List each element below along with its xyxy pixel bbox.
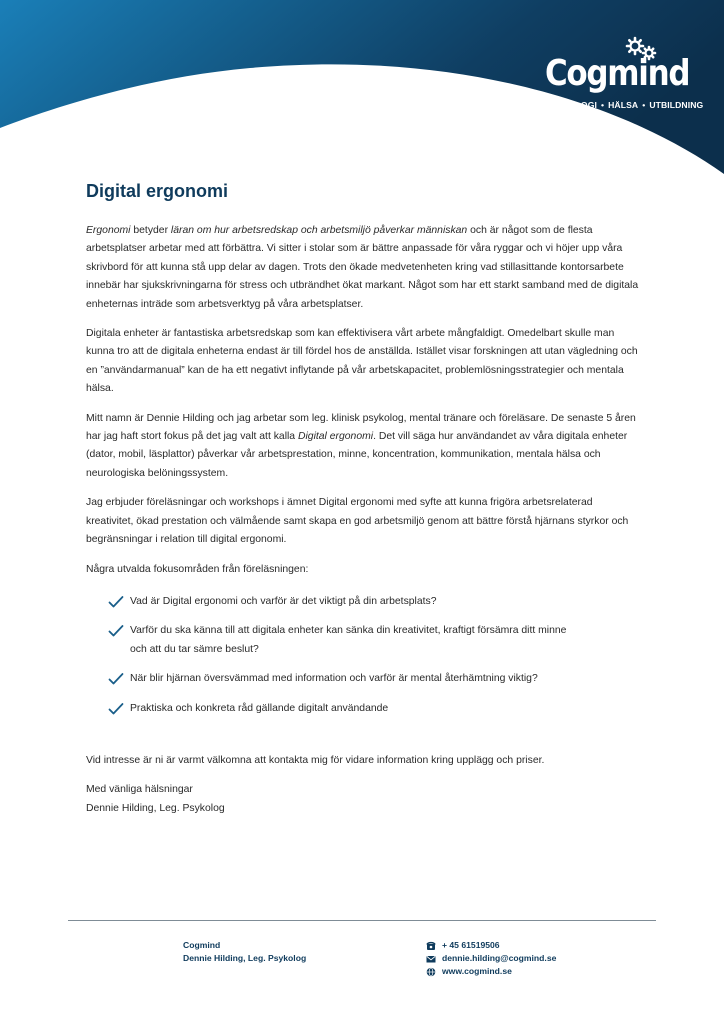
footer-company: Cogmind	[183, 940, 221, 950]
checkmark-icon	[108, 624, 124, 638]
list-item: När blir hjärnan översvämmad med information och varför är mental återhämtning viktig?	[108, 670, 588, 688]
list-item: Varför du ska känna till att digitala enheter kan sänka din kreativitet, kraftigt försämra ditt minne och att du tar sämre beslut?	[108, 622, 588, 659]
paragraph-focus-intro: Några utvalda fokusområden från föreläsningen:	[86, 563, 309, 575]
brand-logo	[545, 40, 704, 110]
document-body	[86, 178, 642, 818]
list-item: Praktiska och konkreta råd gällande digitalt användande	[108, 700, 588, 718]
footer-phone-row	[426, 939, 556, 952]
footer-web-row	[426, 965, 556, 978]
focus-checklist	[108, 593, 588, 718]
footer-email[interactable]: dennie.hilding@cogmind.se	[442, 953, 557, 963]
greeting: Med vänliga hälsningar	[86, 784, 193, 796]
checkmark-icon	[108, 672, 124, 686]
paragraph-closing: Vid intresse är ni är varmt välkomna att kontakta mig för vidare information kring upplägg och priser.	[86, 754, 545, 766]
footer-website[interactable]: www.cogmind.se	[442, 966, 512, 976]
footer-company-block	[183, 939, 306, 965]
checkmark-icon	[108, 702, 124, 716]
footer-email-row	[426, 952, 556, 965]
paragraph-intro: Ergonomi betyder läran om hur arbetsredskap och arbetsmiljö påverkar människan och är något som de flesta arbetsplatser arbetar med att förbättra. Vi sitter i stolar som är bättre anpassade för våra ryggar och vi höjer upp våra skrivbord för att kunna stå upp delar av dagen. Trots den ökade medvetenheten kring vad stillasittande kontorsarbete innebär har sjukskrivningarna för stress och utbrändhet ökat markant. Något som har ett starkt samband med de digitala enheternas inträde som arbetsverktyg på våra arbetsplatser.	[86, 225, 639, 310]
globe-icon	[426, 967, 436, 977]
paragraph-about: Mitt namn är Dennie Hilding och jag arbetar som leg. klinisk psykolog, mental tränare och föreläsare. De senaste 5 åren har jag haft stort fokus på det jag valt att kalla Digital ergonomi. Det vill säga hur användandet av våra digitala enheter (dator, mobil, läsplattor) påverkar vår arbetsprestation, minne, koncentration, kommunikation, mentala hälsa och neurologiska belöningssystem.	[86, 412, 636, 479]
paragraph-offer: Jag erbjuder föreläsningar och workshops i ämnet Digital ergonomi med syfte att kunna frigöra arbetsrelaterad kreativitet, ökad prestation och välmående samt skapa en god arbetsmiljö genom att bättre förstå hjärnans styrkor och begränsningar i relation till digital ergonomi.	[86, 497, 629, 546]
phone-icon	[426, 941, 436, 951]
brand-tagline: PSYKOLOGI • HÄLSA • UTBILDNING	[545, 100, 704, 110]
footer-divider	[68, 920, 656, 921]
paragraph-devices: Digitala enheter är fantastiska arbetsredskap som kan effektivisera vårt arbete mångfaldigt. Omedelbart skulle man kunna tro att de digitala enheterna endast är till fördel hos de anställda. Istället visar forskningen att utan vägledning och en ”användarmanual” kan de ha ett negativt inflytande på vår arbetskapacitet, problemlösningsstrategier och mentala hälsa.	[86, 328, 638, 395]
list-item: Vad är Digital ergonomi och varför är det viktigt på din arbetsplats?	[108, 593, 588, 611]
footer-contact-block	[426, 939, 556, 978]
checkmark-icon	[108, 595, 124, 609]
envelope-icon	[426, 954, 436, 964]
footer-person: Dennie Hilding, Leg. Psykolog	[183, 953, 307, 963]
footer-phone: + 45 61519506	[442, 940, 500, 950]
signature: Dennie Hilding, Leg. Psykolog	[86, 802, 225, 814]
page-title: Digital ergonomi	[86, 181, 229, 201]
brand-name: Cogmind	[545, 53, 690, 94]
